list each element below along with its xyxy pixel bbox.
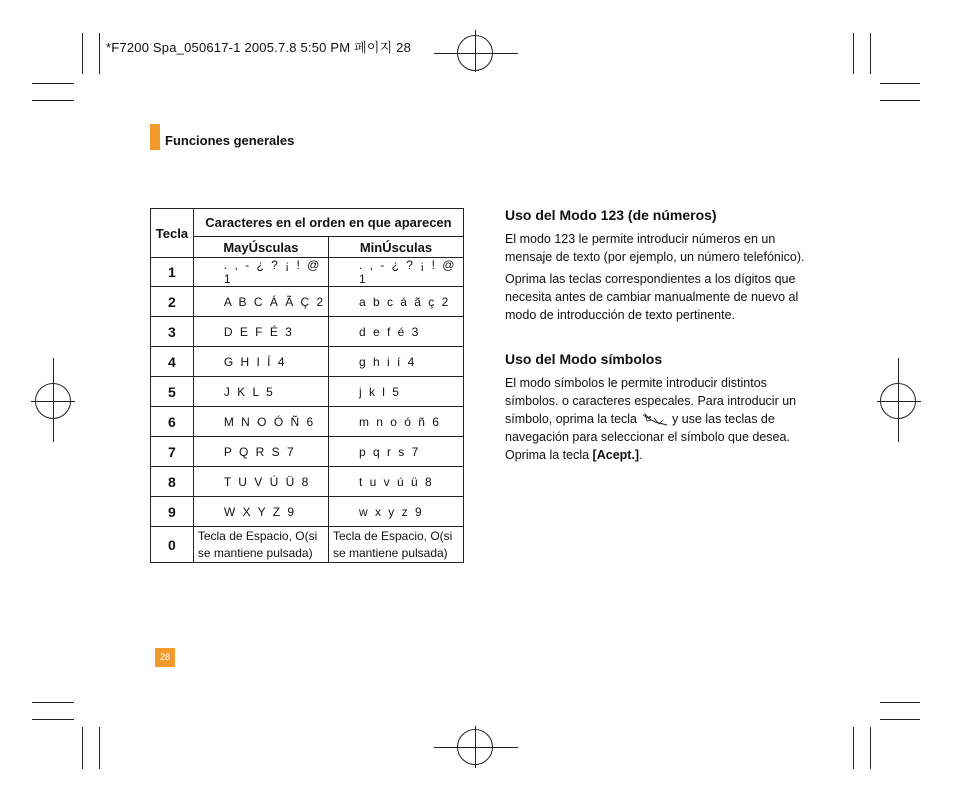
lowercase-chars: j k l 5 — [328, 377, 463, 407]
key-label: 5 — [151, 377, 194, 407]
symbol-mode-text-b: y use las teclas de navegación para seleccionar el símbolo que desea. Oprima la tecla — [505, 412, 790, 462]
section-accent-bar — [150, 124, 160, 150]
symbol-key-icon — [641, 413, 669, 427]
key-label: 7 — [151, 437, 194, 467]
mode123-heading: Uso del Modo 123 (de números) — [505, 207, 717, 223]
key-label: 2 — [151, 287, 194, 317]
lowercase-chars: Tecla de Espacio, O(si se mantiene pulsada) — [328, 527, 463, 563]
lowercase-chars: t u v ú ü 8 — [328, 467, 463, 497]
key-label: 1 — [151, 258, 194, 287]
key-label: 8 — [151, 467, 194, 497]
key-label: 3 — [151, 317, 194, 347]
lowercase-chars: m n o ó ñ 6 — [328, 407, 463, 437]
accept-key-label: [Acept.] — [592, 448, 640, 462]
table-row — [151, 258, 464, 287]
uppercase-chars: W X Y Z 9 — [193, 497, 328, 527]
table-header-key: Tecla — [151, 209, 194, 258]
table-row — [151, 497, 464, 527]
uppercase-chars: G H I Í 4 — [193, 347, 328, 377]
table-header-upper: MayÚsculas — [193, 237, 328, 258]
key-label: 6 — [151, 407, 194, 437]
symbol-mode-text-a: El modo símbolos le permite introducir distintos símbolos. o caracteres especales. Para introducir un símbolo, oprima la tecla — [505, 376, 797, 426]
lowercase-chars: p q r s 7 — [328, 437, 463, 467]
uppercase-chars: P Q R S 7 — [193, 437, 328, 467]
key-label: 9 — [151, 497, 194, 527]
table-row — [151, 467, 464, 497]
lowercase-chars: g h i í 4 — [328, 347, 463, 377]
key-label: 0 — [151, 527, 194, 563]
table-row — [151, 377, 464, 407]
symbol-mode-paragraph — [505, 374, 820, 464]
mode123-paragraph-1: El modo 123 le permite introducir números en un mensaje de texto (por ejemplo, un número telefónico). — [505, 232, 805, 264]
uppercase-chars: T U V Ú Ü 8 — [193, 467, 328, 497]
character-table — [150, 208, 464, 563]
table-row — [151, 407, 464, 437]
uppercase-chars: A B C Á Ã Ç 2 — [193, 287, 328, 317]
symbol-mode-heading: Uso del Modo símbolos — [505, 351, 663, 367]
lowercase-chars: d e f é 3 — [328, 317, 463, 347]
lowercase-chars: . , - ¿ ? ¡ ! @ 1 — [328, 258, 463, 287]
table-row — [151, 437, 464, 467]
print-header: *F7200 Spa_050617-1 2005.7.8 5:50 PM 페이지 28 — [106, 40, 412, 55]
page-number: 28 — [155, 648, 175, 667]
table-row — [151, 317, 464, 347]
uppercase-chars: . , - ¿ ? ¡ ! @ 1 — [193, 258, 328, 287]
table-row — [151, 347, 464, 377]
uppercase-chars: M N O Ó Ñ 6 — [193, 407, 328, 437]
lowercase-chars: w x y z 9 — [328, 497, 463, 527]
key-label: 4 — [151, 347, 194, 377]
uppercase-chars: D E F É 3 — [193, 317, 328, 347]
uppercase-chars: J K L 5 — [193, 377, 328, 407]
table-row — [151, 527, 464, 563]
lowercase-chars: a b c á ã ç 2 — [328, 287, 463, 317]
mode123-paragraph-2: Oprima las teclas correspondientes a los dígitos que necesita antes de cambiar manualmente de nuevo al modo de introducción de texto pertinente. — [505, 272, 799, 322]
table-header-main: Caracteres en el orden en que aparecen — [193, 209, 463, 237]
section-title: Funciones generales — [165, 133, 295, 148]
symbol-mode-text-end: . — [639, 448, 643, 462]
table-row — [151, 287, 464, 317]
uppercase-chars: Tecla de Espacio, O(si se mantiene pulsada) — [193, 527, 328, 563]
table-header-lower: MinÚsculas — [328, 237, 463, 258]
